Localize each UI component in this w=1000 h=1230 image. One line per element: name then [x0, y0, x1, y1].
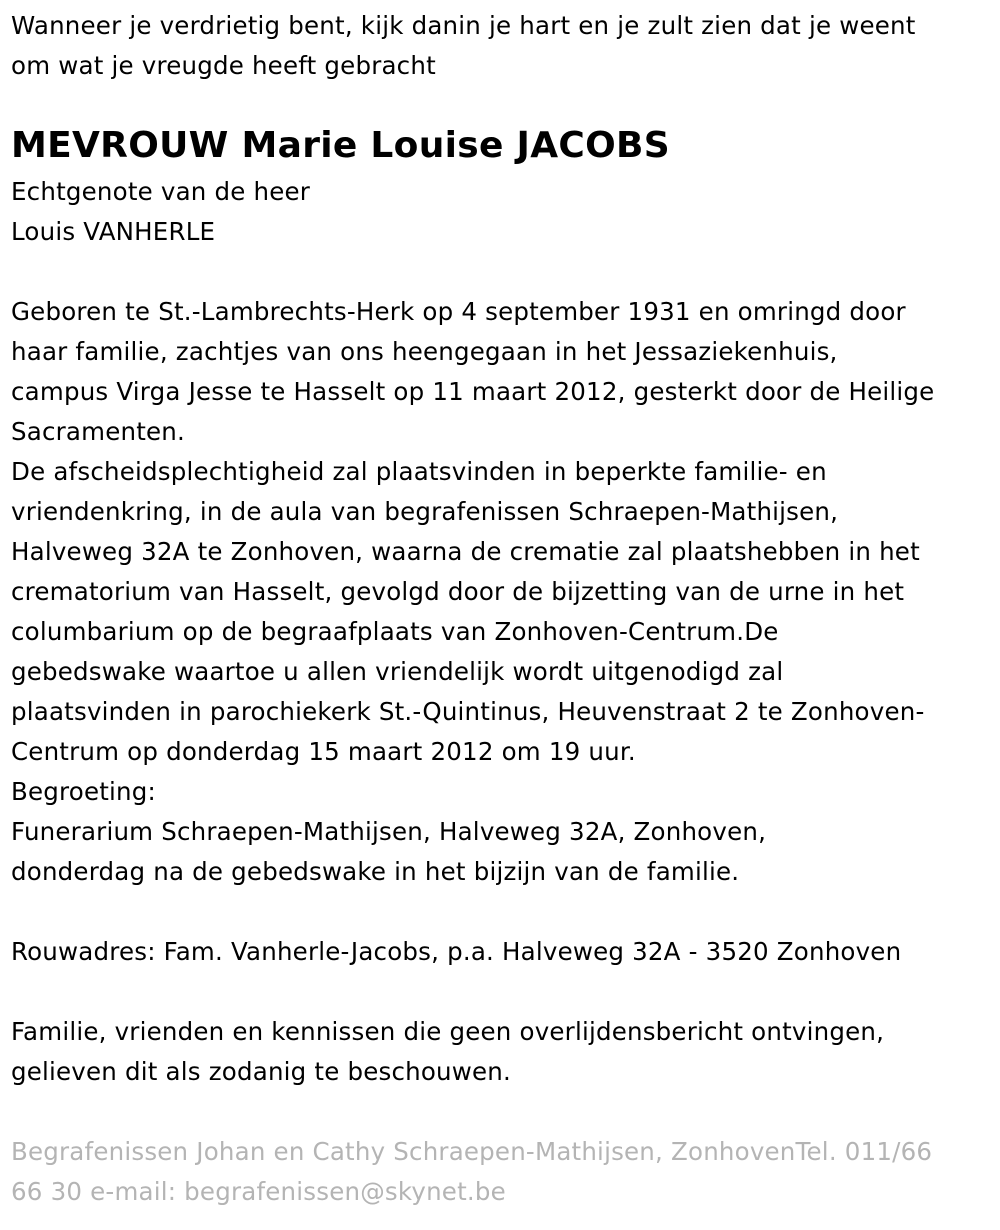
- funeral-home-footer: [11, 1132, 988, 1212]
- deceased-name: MEVROUW Marie Louise JACOBS: [11, 125, 671, 166]
- body-line: Geboren te St.-Lambrechts-Herk op 4 september 1931 en omringd door: [11, 297, 906, 326]
- spacer: [11, 1092, 988, 1132]
- spouse-line-1: Echtgenote van de heer: [11, 177, 311, 206]
- body-line: Sacramenten.: [11, 417, 185, 446]
- spouse-line-2: Louis VANHERLE: [11, 217, 216, 246]
- notice: [11, 1012, 988, 1092]
- body-line: gebedswake waartoe u allen vriendelijk wordt uitgenodigd zal: [11, 657, 784, 686]
- quote-line-2: om wat je vreugde heeft gebracht: [11, 51, 436, 80]
- opening-quote: [11, 6, 988, 86]
- notice-line-2: gelieven dit als zodanig te beschouwen.: [11, 1057, 512, 1086]
- quote-line-1: Wanneer je verdrietig bent, kijk danin je hart en je zult zien dat je weent: [11, 11, 916, 40]
- body-line: plaatsvinden in parochiekerk St.-Quintinus, Heuvenstraat 2 te Zonhoven-: [11, 697, 925, 726]
- spacer: [11, 892, 988, 932]
- body-line: campus Virga Jesse te Hasselt op 11 maart 2012, gesterkt door de Heilige: [11, 377, 935, 406]
- body-line: crematorium van Hasselt, gevolgd door de bijzetting van de urne in het: [11, 577, 905, 606]
- footer-line-2: 66 30 e-mail: begrafenissen@skynet.be: [11, 1177, 506, 1206]
- obituary-body: [11, 292, 988, 892]
- body-line: haar familie, zachtjes van ons heengegaan in het Jessaziekenhuis,: [11, 337, 838, 366]
- body-line: Halveweg 32A te Zonhoven, waarna de crematie zal plaatshebben in het: [11, 537, 920, 566]
- body-line: Funerarium Schraepen-Mathijsen, Halveweg 32A, Zonhoven,: [11, 817, 767, 846]
- footer-line-1: Begrafenissen Johan en Cathy Schraepen-Mathijsen, ZonhovenTel. 011/66: [11, 1137, 933, 1166]
- mourning-address: Rouwadres: Fam. Vanherle-Jacobs, p.a. Halveweg 32A - 3520 Zonhoven: [11, 937, 902, 966]
- spacer: [11, 972, 988, 1012]
- body-line: donderdag na de gebedswake in het bijzijn van de familie.: [11, 857, 740, 886]
- body-line: columbarium op de begraafplaats van Zonhoven-Centrum.De: [11, 617, 779, 646]
- body-line: De afscheidsplechtigheid zal plaatsvinden in beperkte familie- en: [11, 457, 827, 486]
- body-line: Begroeting:: [11, 777, 156, 806]
- spouse-info: [11, 172, 988, 252]
- spacer: [11, 252, 988, 292]
- body-line: vriendenkring, in de aula van begrafenissen Schraepen-Mathijsen,: [11, 497, 839, 526]
- notice-line-1: Familie, vrienden en kennissen die geen overlijdensbericht ontvingen,: [11, 1017, 885, 1046]
- body-line: Centrum op donderdag 15 maart 2012 om 19 uur.: [11, 737, 636, 766]
